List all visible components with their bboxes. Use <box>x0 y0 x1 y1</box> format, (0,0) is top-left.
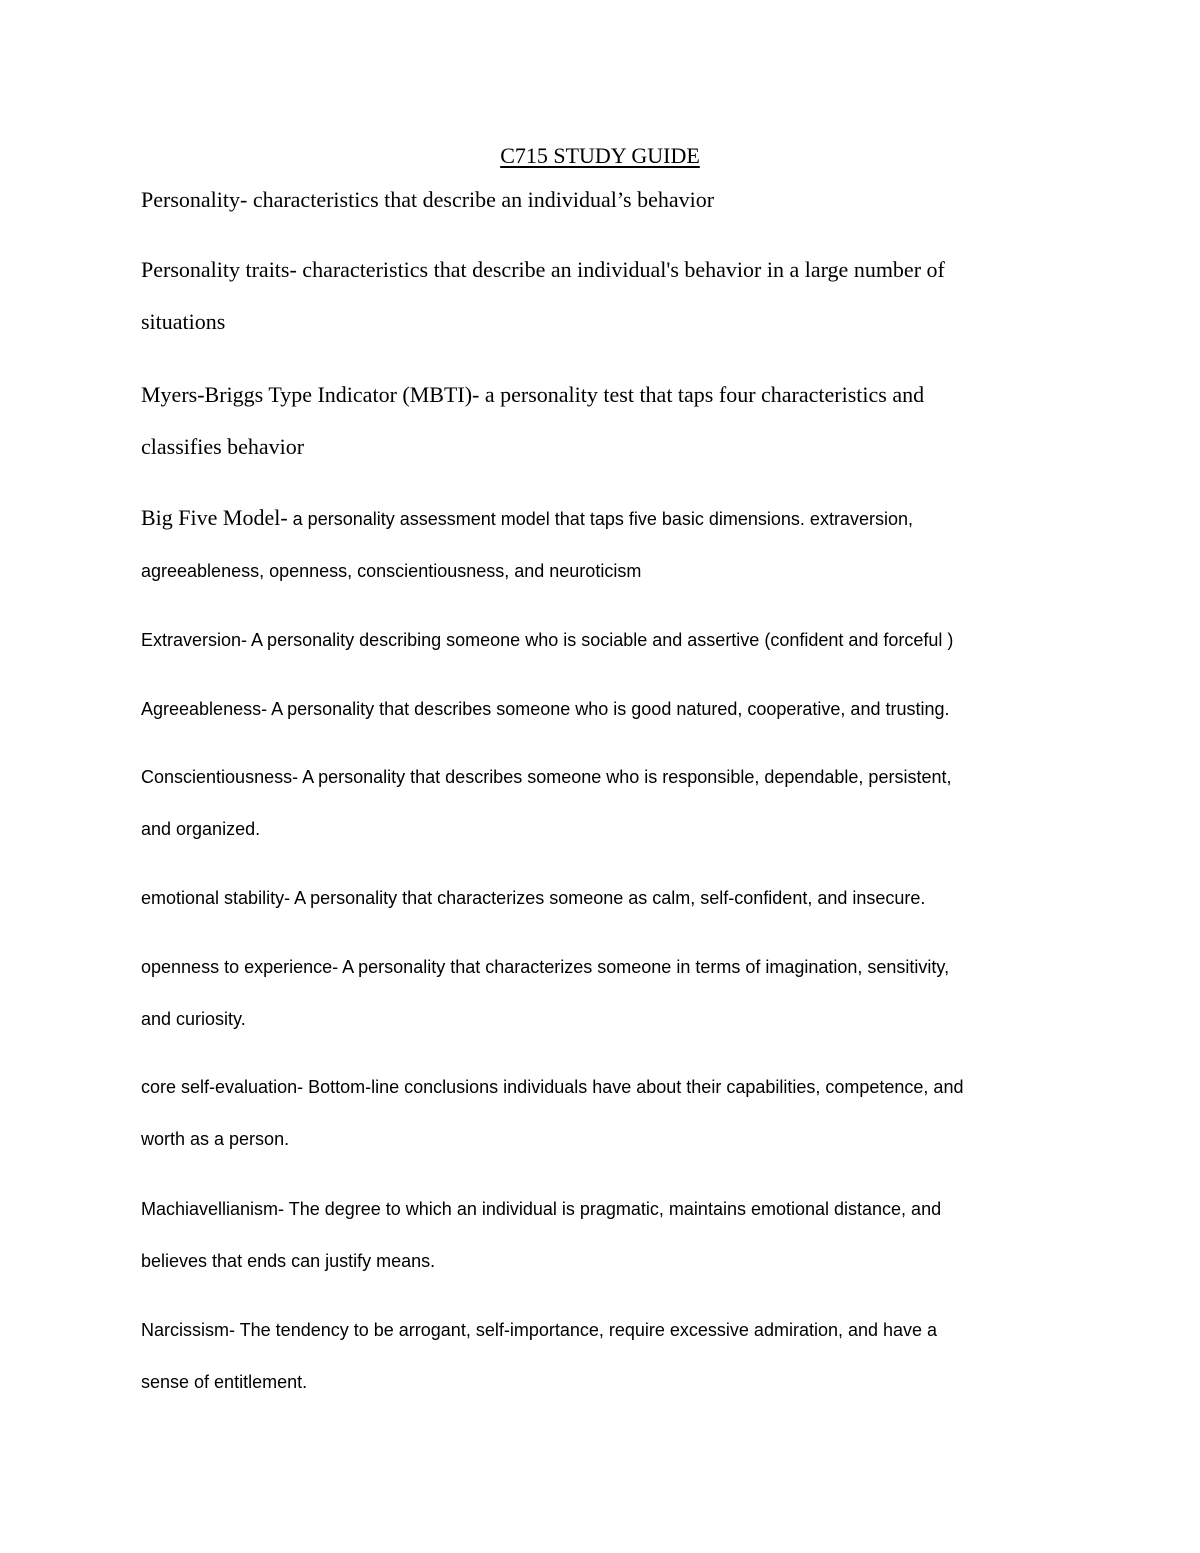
entry-openness-to-experience <box>141 941 1071 1045</box>
entry-personality <box>141 174 1071 226</box>
entry-mbti <box>141 369 1071 473</box>
entry-definition: a personality assessment model that taps five basic dimensions. extraversion, <box>287 509 913 529</box>
entry-line: sense of entitlement. <box>141 1372 308 1392</box>
entry-personality-traits <box>141 244 1071 348</box>
entry-line: and organized. <box>141 819 261 839</box>
entry-big-five-model <box>141 492 1071 597</box>
entry-narcissism <box>141 1304 1071 1408</box>
entry-line: and curiosity. <box>141 1009 246 1029</box>
entry-term: Big Five Model- <box>141 505 288 530</box>
entry-line: classifies behavior <box>141 434 305 459</box>
entry-line: Personality traits- characteristics that describe an individual's behavior in a large number of <box>141 257 945 282</box>
entry-line: Personality- characteristics that describe an individual’s behavior <box>141 187 715 212</box>
entry-line: emotional stability- A personality that characterizes someone as calm, self-confident, and insecure. <box>141 888 926 908</box>
entry-emotional-stability <box>141 872 1071 924</box>
entry-line <box>141 492 1071 545</box>
entry-line: Conscientiousness- A personality that describes someone who is responsible, dependable, persistent, <box>141 767 952 787</box>
entry-core-self-evaluation <box>141 1061 1071 1165</box>
document-title: C715 STUDY GUIDE <box>500 143 700 168</box>
entry-line: Myers-Briggs Type Indicator (MBTI)- a personality test that taps four characteristics and <box>141 382 925 407</box>
entry-line: agreeableness, openness, conscientiousness, and neuroticism <box>141 561 642 581</box>
entry-line: believes that ends can justify means. <box>141 1251 436 1271</box>
entry-line: situations <box>141 309 226 334</box>
entry-line: worth as a person. <box>141 1129 290 1149</box>
entry-line: openness to experience- A personality that characterizes someone in terms of imagination, sensitivity, <box>141 957 950 977</box>
entry-extraversion <box>141 614 1071 666</box>
entry-line: Extraversion- A personality describing someone who is sociable and assertive (confident and forceful ) <box>141 630 954 650</box>
entry-line: Machiavellianism- The degree to which an individual is pragmatic, maintains emotional distance, and <box>141 1199 942 1219</box>
entry-machiavellianism <box>141 1183 1071 1287</box>
entry-conscientiousness <box>141 751 1071 855</box>
entry-line: core self-evaluation- Bottom-line conclusions individuals have about their capabilities, competence, and <box>141 1077 964 1097</box>
entry-agreeableness <box>141 683 1071 735</box>
entry-line: Narcissism- The tendency to be arrogant, self-importance, require excessive admiration, and have a <box>141 1320 938 1340</box>
entry-line: Agreeableness- A personality that describes someone who is good natured, cooperative, and trusting. <box>141 699 950 719</box>
